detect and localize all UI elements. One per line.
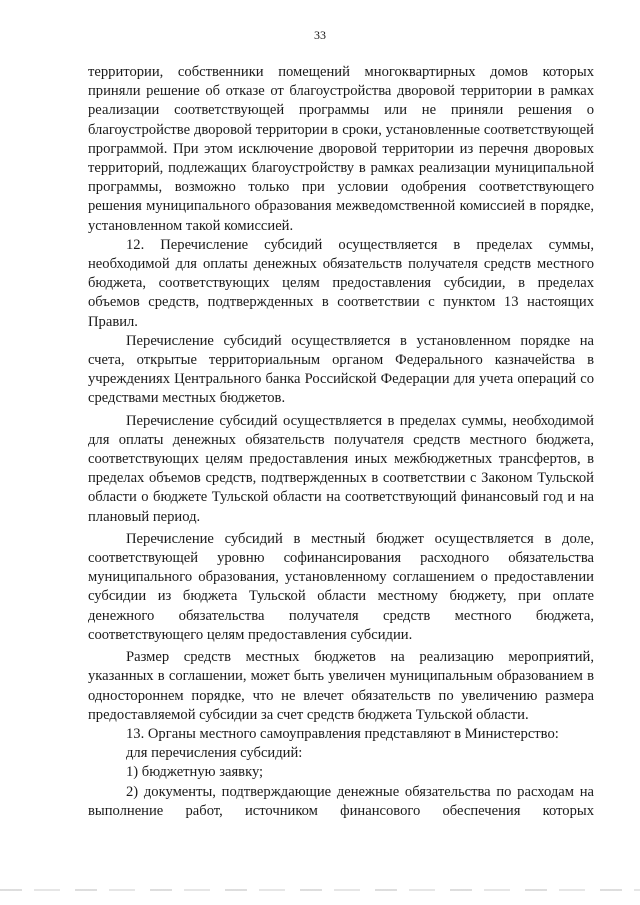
- page-number: 33: [314, 28, 326, 42]
- document-body: [88, 63, 594, 821]
- paragraph-13: 13. Органы местного самоуправления представляют в Министерство:: [126, 725, 559, 742]
- paragraph-cofinancing: Перечисление субсидий в местный бюджет осуществляется в доле, соответствующей уровню софинансирования расходного обязательства муниципального образования, установленному соглашением о предоставлении субсидии из бюджета Тульской области местному бюджету, при оплате денежного обязательства получателя средств местного бюджета, соответствующего целям предоставления субсидии.: [88, 530, 594, 643]
- paragraph-transfer-limits: Перечисление субсидий осуществляется в пределах суммы, необходимой для оплаты денежных обязательств получателя средств местного бюджета, соответствующих целям предоставления иных межбюджетных трансфертов, в пределах объемов средств, подтвержденных в соответствии с Законом Тульской области о бюджете Тульской области на соответствующий финансовый год и на плановый период.: [88, 412, 594, 525]
- list-item-1: 1) бюджетную заявку;: [126, 764, 264, 781]
- paragraph-12: 12. Перечисление субсидий осуществляется в пределах суммы, необходимой для оплаты денежных обязательств получателя средств местного бюджета, соответствующих целям предоставления субсидии, в пределах объемов средств, подтвержденных в соответствии с пунктом 13 настоящих Правил.: [88, 236, 594, 330]
- paragraph-for-transfer: для перечисления субсидий:: [126, 745, 303, 762]
- scan-artifact-line: [0, 889, 640, 891]
- paragraph-transfer-accounts: Перечисление субсидий осуществляется в установленном порядке на счета, открытые территориальным органом Федерального казначейства в учреждениях Центрального банка Российской Федерации для учета операций со средствами местных бюджетов.: [88, 332, 594, 407]
- list-item-2: 2) документы, подтверждающие денежные обязательства по расходам на выполнение работ, источником финансового обеспечения которых: [88, 783, 594, 819]
- paragraph-continuation: территории, собственники помещений многоквартирных домов которых приняли решение об отказе от благоустройства дворовой территории в рамках реализации соответствующей программы или не приняли решения о благоустройстве дворовой территории в сроки, установленные соответствующей программой. При этом исключение дворовой территории из перечня дворовых территорий, подлежащих благоустройству в рамках реализации муниципальной программы, возможно только при условии одобрения соответствующего решения муниципального образования межведомственной комиссией в порядке, установленном такой комиссией.: [88, 64, 594, 234]
- paragraph-local-budget-size: Размер средств местных бюджетов на реализацию мероприятий, указанных в соглашении, может быть увеличен муниципальным образованием в одностороннем порядке, что не влечет обязательств по увеличению размера предоставляемой субсидии за счет средств бюджета Тульской области.: [88, 649, 594, 723]
